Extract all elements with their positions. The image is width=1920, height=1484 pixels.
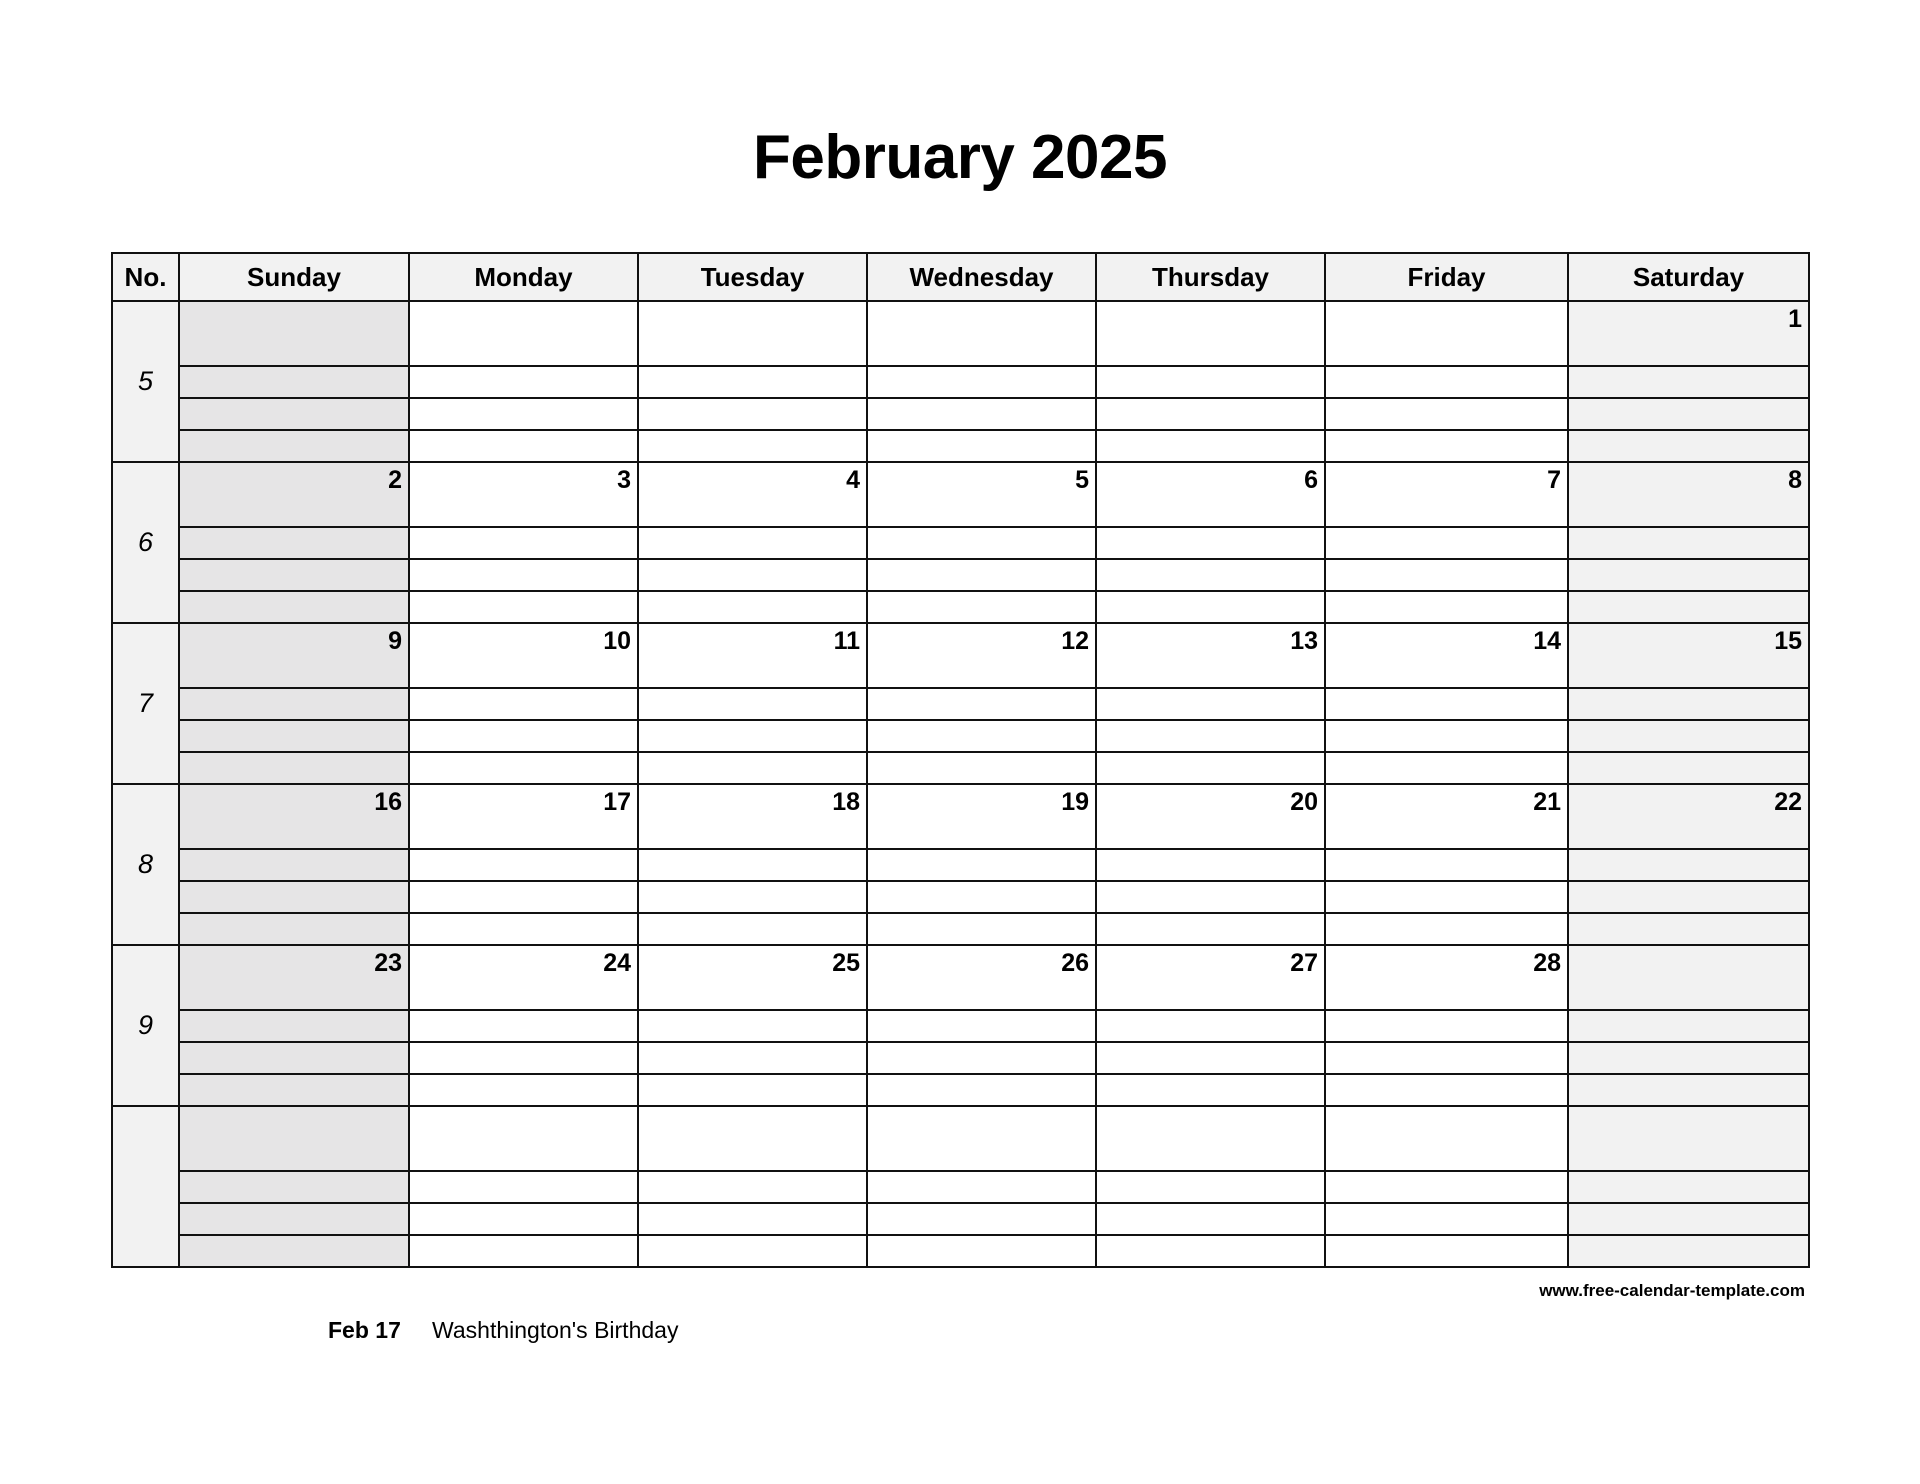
date-number: 6 [1304, 466, 1318, 494]
day-cell-thursday[interactable] [1096, 462, 1325, 527]
date-number: 22 [1774, 788, 1802, 816]
note-line[interactable] [1325, 366, 1568, 398]
day-cell-friday[interactable] [1325, 945, 1568, 1010]
day-cell-tuesday[interactable] [638, 623, 867, 688]
note-line[interactable] [1096, 366, 1325, 398]
day-cell-monday[interactable] [409, 623, 638, 688]
note-line[interactable] [1096, 1010, 1325, 1042]
day-cell-tuesday[interactable] [638, 945, 867, 1010]
day-cell-friday[interactable] [1325, 462, 1568, 527]
note-line[interactable] [1568, 366, 1809, 398]
note-line[interactable] [1096, 1074, 1325, 1106]
note-line[interactable] [1568, 398, 1809, 430]
date-number: 26 [1061, 949, 1089, 977]
note-line[interactable] [1325, 1171, 1568, 1203]
note-line[interactable] [638, 688, 867, 720]
note-line[interactable] [638, 430, 867, 462]
note-line[interactable] [409, 881, 638, 913]
week-4-line-1 [112, 784, 1809, 849]
week-1-line-3 [112, 398, 1809, 430]
holiday-note [328, 1315, 678, 1345]
date-number [868, 302, 1095, 305]
header-saturday: Saturday [1568, 253, 1809, 301]
note-line[interactable] [1096, 688, 1325, 720]
note-line[interactable] [638, 849, 867, 881]
note-line[interactable] [1096, 720, 1325, 752]
note-line[interactable] [1096, 527, 1325, 559]
note-line[interactable] [1568, 688, 1809, 720]
week-2-line-2 [112, 527, 1809, 559]
date-number [1097, 1107, 1324, 1110]
note-line[interactable] [1568, 1171, 1809, 1203]
date-number: 3 [617, 466, 631, 494]
note-line[interactable] [867, 752, 1096, 784]
day-cell-sunday[interactable] [179, 1106, 409, 1171]
note-line[interactable] [409, 398, 638, 430]
date-number: 13 [1290, 627, 1318, 655]
website-watermark: www.free-calendar-template.com [1539, 1281, 1805, 1300]
header-wednesday: Wednesday [867, 253, 1096, 301]
date-number: 9 [388, 627, 402, 655]
note-line[interactable] [179, 559, 409, 591]
note-line[interactable] [179, 720, 409, 752]
week-3-line-4 [112, 752, 1809, 784]
day-cell-wednesday[interactable] [867, 945, 1096, 1010]
note-line[interactable] [867, 430, 1096, 462]
date-number [868, 1107, 1095, 1110]
date-number [1326, 302, 1567, 305]
week-6-line-4 [112, 1235, 1809, 1267]
header-thursday: Thursday [1096, 253, 1325, 301]
date-number [639, 302, 866, 305]
day-cell-sunday[interactable] [179, 623, 409, 688]
note-line[interactable] [638, 1074, 867, 1106]
note-line[interactable] [1568, 913, 1809, 945]
week-number-cell: 8 [112, 784, 179, 945]
note-line[interactable] [409, 591, 638, 623]
week-5-line-2 [112, 1010, 1809, 1042]
note-line[interactable] [1568, 720, 1809, 752]
note-line[interactable] [638, 913, 867, 945]
note-line[interactable] [179, 1235, 409, 1267]
note-line[interactable] [409, 559, 638, 591]
date-number: 12 [1061, 627, 1089, 655]
note-line[interactable] [638, 591, 867, 623]
day-cell-friday[interactable] [1325, 301, 1568, 366]
calendar-title: February 2025 [753, 123, 1167, 192]
note-line[interactable] [638, 752, 867, 784]
note-line[interactable] [1325, 752, 1568, 784]
week-2-line-4 [112, 591, 1809, 623]
note-line[interactable] [1096, 559, 1325, 591]
day-cell-monday[interactable] [409, 301, 638, 366]
week-1-line-2 [112, 366, 1809, 398]
date-number [180, 1107, 408, 1110]
note-line[interactable] [179, 591, 409, 623]
note-line[interactable] [179, 430, 409, 462]
note-line[interactable] [409, 366, 638, 398]
day-cell-wednesday[interactable] [867, 462, 1096, 527]
week-5-line-1 [112, 945, 1809, 1010]
week-6-line-2 [112, 1171, 1809, 1203]
day-cell-saturday[interactable] [1568, 623, 1809, 688]
note-line[interactable] [867, 398, 1096, 430]
note-line[interactable] [867, 1074, 1096, 1106]
note-line[interactable] [179, 752, 409, 784]
note-line[interactable] [867, 1042, 1096, 1074]
note-line[interactable] [1325, 688, 1568, 720]
day-cell-saturday[interactable] [1568, 784, 1809, 849]
note-line[interactable] [867, 559, 1096, 591]
week-3-line-3 [112, 720, 1809, 752]
note-line[interactable] [638, 527, 867, 559]
day-cell-wednesday[interactable] [867, 1106, 1096, 1171]
note-line[interactable] [867, 720, 1096, 752]
date-number: 24 [603, 949, 631, 977]
date-number: 19 [1061, 788, 1089, 816]
note-line[interactable] [1325, 881, 1568, 913]
note-line[interactable] [867, 1203, 1096, 1235]
note-line[interactable] [638, 720, 867, 752]
day-cell-monday[interactable] [409, 1106, 638, 1171]
week-4-line-2 [112, 849, 1809, 881]
note-line[interactable] [1568, 591, 1809, 623]
day-cell-thursday[interactable] [1096, 623, 1325, 688]
date-number: 8 [1788, 466, 1802, 494]
note-line[interactable] [409, 1171, 638, 1203]
weekday-header-row [112, 253, 1809, 301]
note-line[interactable] [1325, 1010, 1568, 1042]
day-cell-thursday[interactable] [1096, 301, 1325, 366]
week-number-cell: 9 [112, 945, 179, 1106]
note-line[interactable] [1325, 1042, 1568, 1074]
date-number: 7 [1547, 466, 1561, 494]
day-cell-friday[interactable] [1325, 623, 1568, 688]
day-cell-friday[interactable] [1325, 784, 1568, 849]
date-number: 1 [1788, 305, 1802, 333]
note-line[interactable] [409, 1074, 638, 1106]
note-line[interactable] [1568, 1042, 1809, 1074]
note-line[interactable] [638, 559, 867, 591]
note-line[interactable] [179, 398, 409, 430]
note-line[interactable] [1325, 913, 1568, 945]
note-line[interactable] [409, 430, 638, 462]
week-2-line-1 [112, 462, 1809, 527]
note-line[interactable] [1325, 430, 1568, 462]
day-cell-saturday[interactable] [1568, 301, 1809, 366]
week-5-line-3 [112, 1042, 1809, 1074]
note-line[interactable] [1096, 1203, 1325, 1235]
note-line[interactable] [1096, 881, 1325, 913]
note-line[interactable] [409, 720, 638, 752]
note-line[interactable] [867, 1171, 1096, 1203]
date-number: 17 [603, 788, 631, 816]
day-cell-thursday[interactable] [1096, 1106, 1325, 1171]
note-line[interactable] [1568, 559, 1809, 591]
week-number-cell: 5 [112, 301, 179, 462]
note-line[interactable] [409, 1010, 638, 1042]
date-number: 4 [846, 466, 860, 494]
week-5-line-4 [112, 1074, 1809, 1106]
header-friday: Friday [1325, 253, 1568, 301]
note-line[interactable] [179, 366, 409, 398]
date-number [410, 302, 637, 305]
note-line[interactable] [179, 1074, 409, 1106]
note-line[interactable] [179, 849, 409, 881]
day-cell-friday[interactable] [1325, 1106, 1568, 1171]
note-line[interactable] [1325, 1074, 1568, 1106]
note-line[interactable] [1325, 849, 1568, 881]
note-line[interactable] [638, 366, 867, 398]
note-line[interactable] [1325, 1203, 1568, 1235]
note-line[interactable] [1096, 1171, 1325, 1203]
day-cell-tuesday[interactable] [638, 784, 867, 849]
date-number [410, 1107, 637, 1110]
holiday-date: Feb 17 [328, 1317, 401, 1343]
date-number: 5 [1075, 466, 1089, 494]
date-number [1326, 1107, 1567, 1110]
holiday-name: Washthington's Birthday [432, 1317, 679, 1343]
week-number-cell [112, 1106, 179, 1267]
note-line[interactable] [179, 1171, 409, 1203]
day-cell-sunday[interactable] [179, 301, 409, 366]
week-3-line-2 [112, 688, 1809, 720]
header-tuesday: Tuesday [638, 253, 867, 301]
note-line[interactable] [1568, 1074, 1809, 1106]
note-line[interactable] [179, 881, 409, 913]
note-line[interactable] [1325, 398, 1568, 430]
day-cell-sunday[interactable] [179, 462, 409, 527]
note-line[interactable] [867, 591, 1096, 623]
note-line[interactable] [867, 849, 1096, 881]
day-cell-sunday[interactable] [179, 945, 409, 1010]
note-line[interactable] [1096, 752, 1325, 784]
note-line[interactable] [638, 1171, 867, 1203]
day-cell-monday[interactable] [409, 462, 638, 527]
date-number [180, 302, 408, 305]
note-line[interactable] [1325, 527, 1568, 559]
note-line[interactable] [867, 1235, 1096, 1267]
note-line[interactable] [409, 1235, 638, 1267]
note-line[interactable] [179, 1010, 409, 1042]
note-line[interactable] [867, 913, 1096, 945]
date-number: 2 [388, 466, 402, 494]
note-line[interactable] [1568, 1010, 1809, 1042]
note-line[interactable] [179, 527, 409, 559]
note-line[interactable] [409, 688, 638, 720]
header-monday: Monday [409, 253, 638, 301]
header-sunday: Sunday [179, 253, 409, 301]
note-line[interactable] [409, 1203, 638, 1235]
day-cell-tuesday[interactable] [638, 1106, 867, 1171]
note-line[interactable] [409, 913, 638, 945]
date-number [639, 1107, 866, 1110]
note-line[interactable] [1096, 849, 1325, 881]
note-line[interactable] [409, 849, 638, 881]
holiday-notes [328, 1315, 678, 1345]
week-number-cell: 7 [112, 623, 179, 784]
note-line[interactable] [1568, 752, 1809, 784]
note-line[interactable] [867, 527, 1096, 559]
date-number: 18 [832, 788, 860, 816]
date-number: 10 [603, 627, 631, 655]
week-2-line-3 [112, 559, 1809, 591]
date-number: 20 [1290, 788, 1318, 816]
week-1-line-1 [112, 301, 1809, 366]
note-line[interactable] [179, 1042, 409, 1074]
week-number-header: No. [112, 253, 179, 301]
note-line[interactable] [409, 1042, 638, 1074]
note-line[interactable] [638, 1010, 867, 1042]
note-line[interactable] [1568, 527, 1809, 559]
week-6-line-1 [112, 1106, 1809, 1171]
note-line[interactable] [179, 1203, 409, 1235]
day-cell-saturday[interactable] [1568, 945, 1809, 1010]
day-cell-monday[interactable] [409, 945, 638, 1010]
date-number: 27 [1290, 949, 1318, 977]
note-line[interactable] [867, 1010, 1096, 1042]
date-number [1097, 302, 1324, 305]
note-line[interactable] [179, 913, 409, 945]
date-number: 15 [1774, 627, 1802, 655]
note-line[interactable] [638, 1042, 867, 1074]
date-number: 23 [374, 949, 402, 977]
note-line[interactable] [638, 1235, 867, 1267]
note-line[interactable] [867, 366, 1096, 398]
note-line[interactable] [1096, 591, 1325, 623]
note-line[interactable] [1325, 720, 1568, 752]
note-line[interactable] [638, 881, 867, 913]
date-number: 14 [1533, 627, 1561, 655]
week-6-line-3 [112, 1203, 1809, 1235]
note-line[interactable] [1568, 881, 1809, 913]
week-4-line-4 [112, 913, 1809, 945]
day-cell-sunday[interactable] [179, 784, 409, 849]
note-line[interactable] [638, 1203, 867, 1235]
day-cell-thursday[interactable] [1096, 784, 1325, 849]
calendar-grid [111, 252, 1810, 1268]
note-line[interactable] [409, 752, 638, 784]
week-number-cell: 6 [112, 462, 179, 623]
day-cell-thursday[interactable] [1096, 945, 1325, 1010]
note-line[interactable] [1096, 1042, 1325, 1074]
date-number [1569, 1107, 1808, 1110]
note-line[interactable] [867, 881, 1096, 913]
note-line[interactable] [1568, 1203, 1809, 1235]
note-line[interactable] [1568, 1235, 1809, 1267]
note-line[interactable] [1096, 398, 1325, 430]
day-cell-tuesday[interactable] [638, 301, 867, 366]
note-line[interactable] [1325, 1235, 1568, 1267]
day-cell-wednesday[interactable] [867, 301, 1096, 366]
day-cell-wednesday[interactable] [867, 623, 1096, 688]
note-line[interactable] [409, 527, 638, 559]
day-cell-wednesday[interactable] [867, 784, 1096, 849]
note-line[interactable] [1096, 1235, 1325, 1267]
note-line[interactable] [1096, 913, 1325, 945]
note-line[interactable] [867, 688, 1096, 720]
week-1-line-4 [112, 430, 1809, 462]
day-cell-saturday[interactable] [1568, 1106, 1809, 1171]
date-number: 25 [832, 949, 860, 977]
date-number [1569, 946, 1808, 949]
note-line[interactable] [1568, 430, 1809, 462]
calendar-body [112, 301, 1809, 1267]
note-line[interactable] [1096, 430, 1325, 462]
date-number: 16 [374, 788, 402, 816]
day-cell-monday[interactable] [409, 784, 638, 849]
note-line[interactable] [1325, 591, 1568, 623]
date-number: 11 [833, 627, 860, 655]
day-cell-tuesday[interactable] [638, 462, 867, 527]
week-3-line-1 [112, 623, 1809, 688]
note-line[interactable] [638, 398, 867, 430]
week-4-line-3 [112, 881, 1809, 913]
date-number: 21 [1533, 788, 1561, 816]
day-cell-saturday[interactable] [1568, 462, 1809, 527]
date-number: 28 [1533, 949, 1561, 977]
note-line[interactable] [1568, 849, 1809, 881]
note-line[interactable] [179, 688, 409, 720]
note-line[interactable] [1325, 559, 1568, 591]
